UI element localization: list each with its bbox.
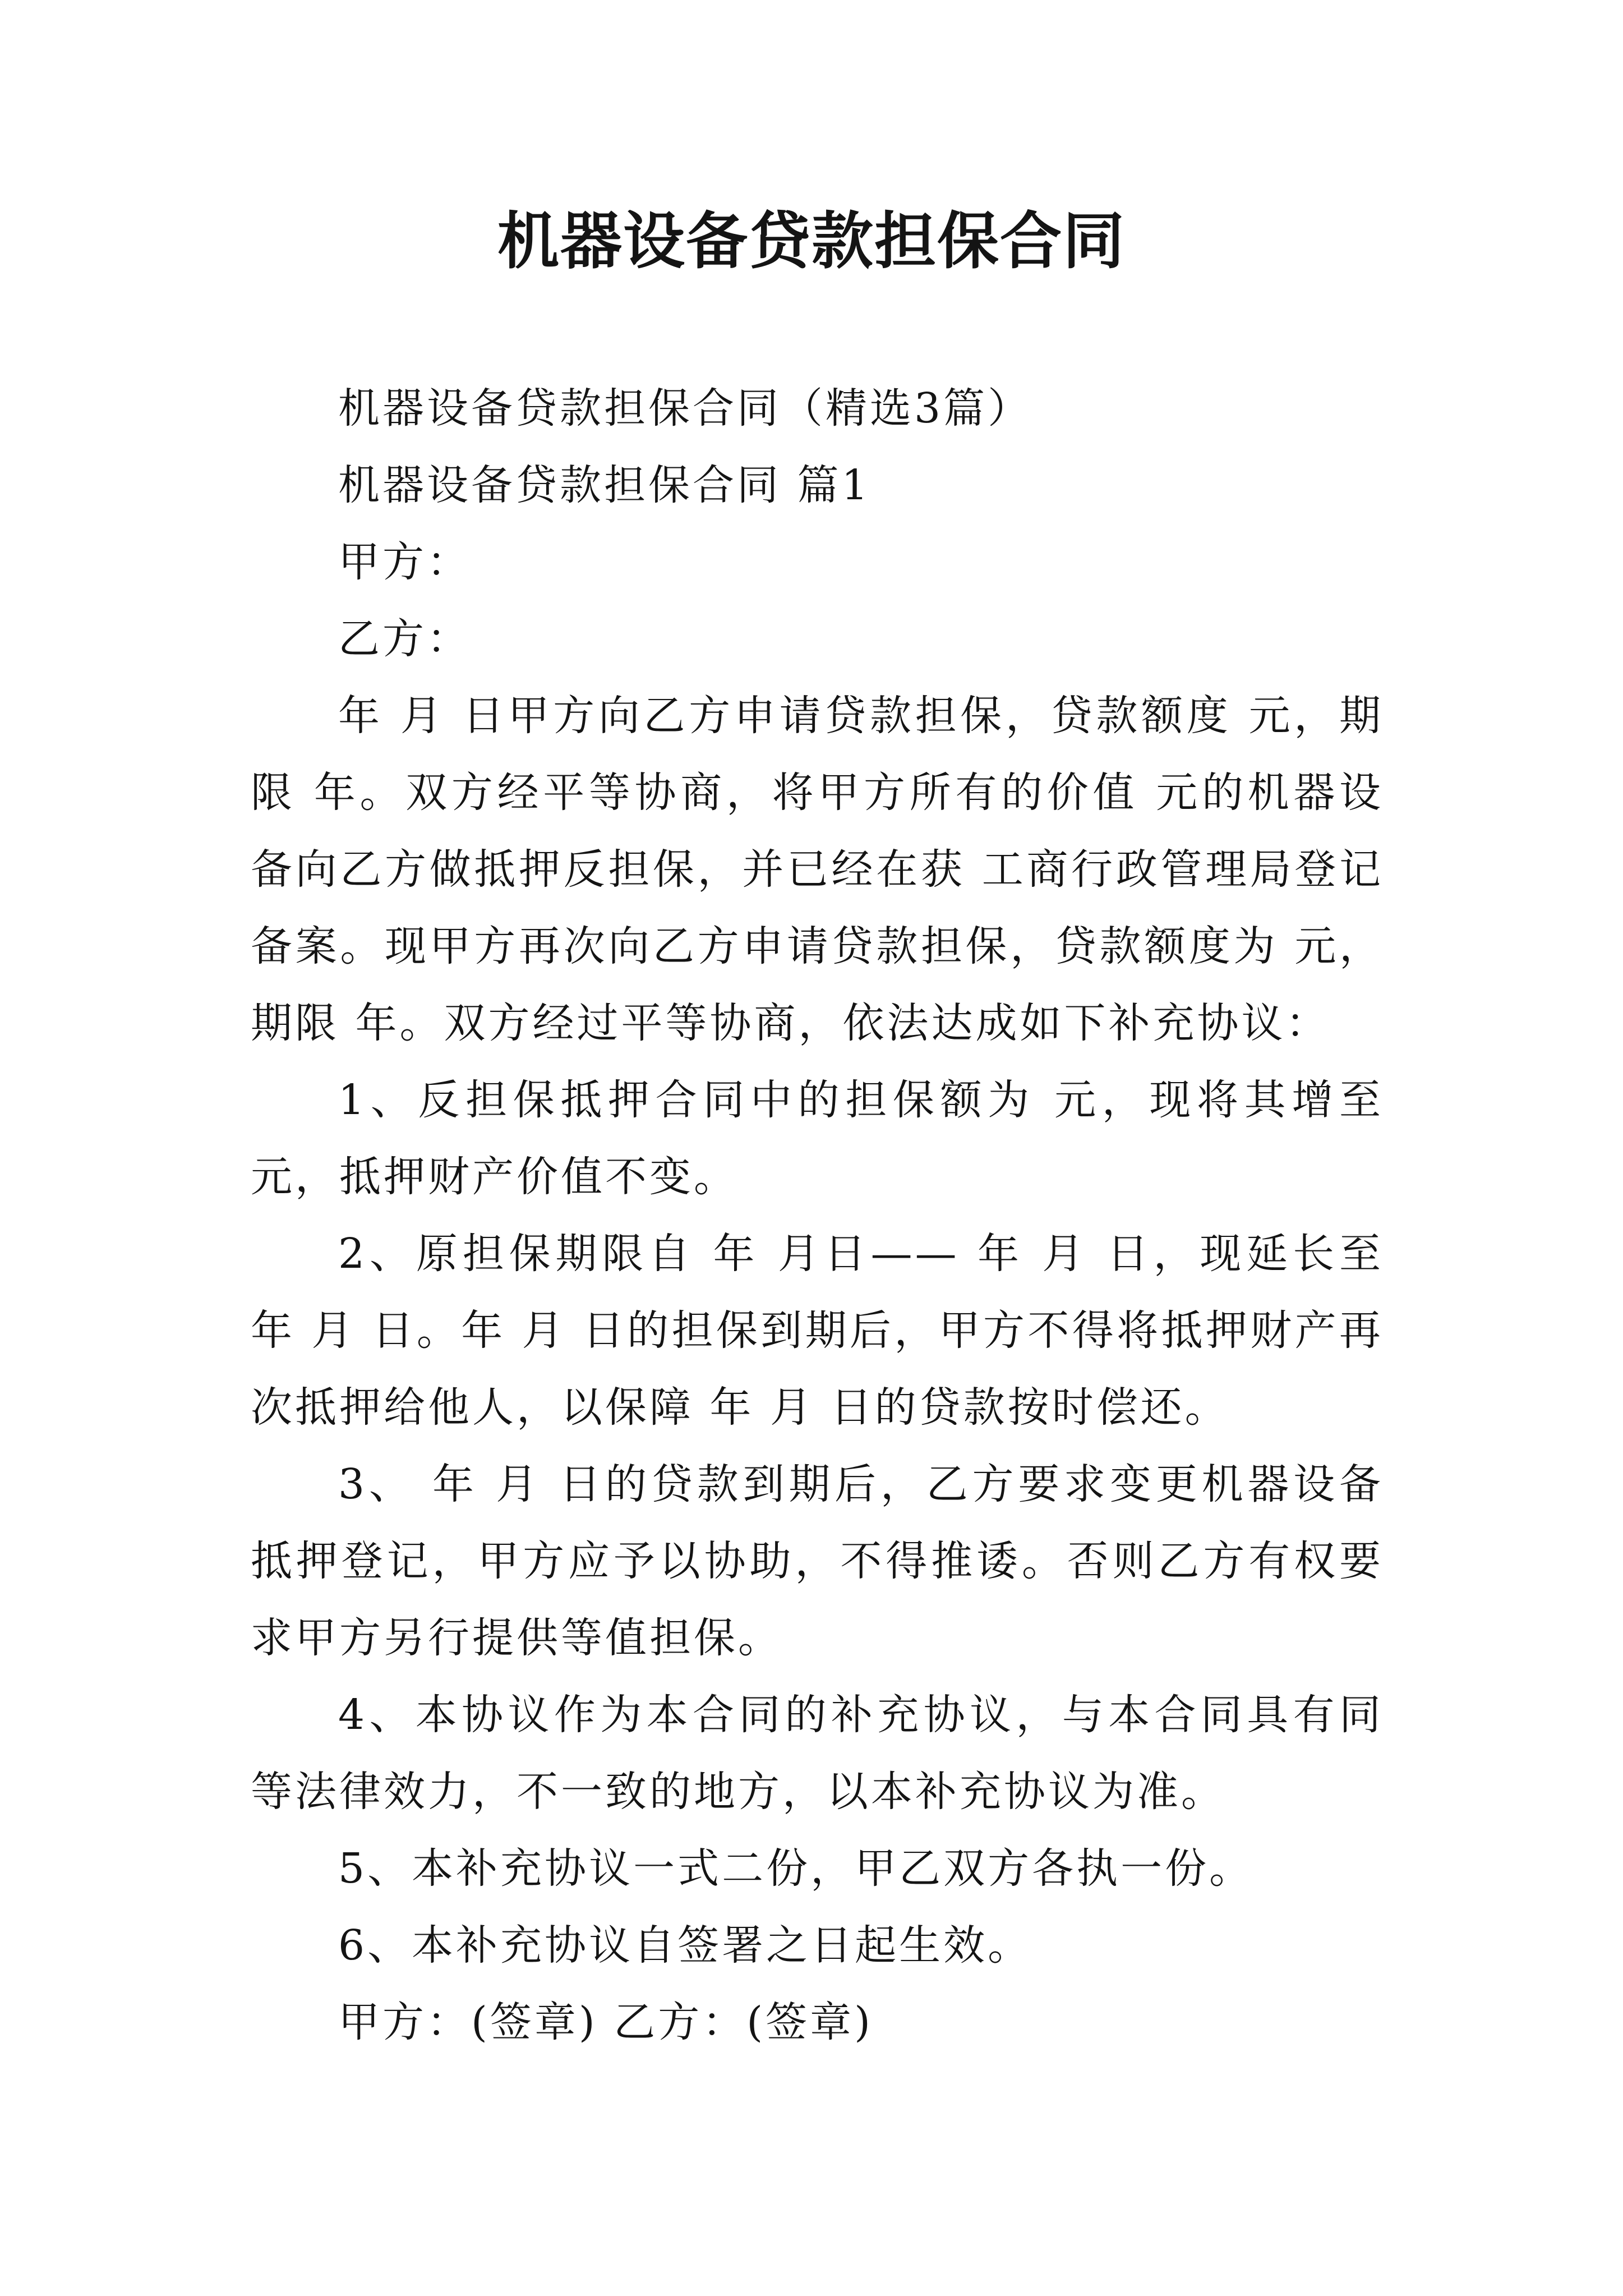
paragraph-clause-2: 2、原担保期限自 年 月日—— 年 月 日，现延长至 年 月 日。年 月 日的担保到期后，甲方不得将抵押财产再次抵押给他人，以保障 年 月 日的贷款按时偿还。 <box>251 1230 1384 1432</box>
document-body <box>251 370 1384 2061</box>
paragraph-signatures: 甲方：(签章) 乙方：(签章) <box>338 1998 874 2046</box>
paragraph-party-a: 甲方： <box>338 538 471 586</box>
paragraph-preamble: 年 月 日甲方向乙方申请贷款担保，贷款额度 元，期限 年。双方经平等协商，将甲方所有的价值 元的机器设备向乙方做抵押反担保，并已经在获 工商行政管理局登记备案。现甲方再次向乙方申请贷款担保，贷款额度为 元，期限 年。双方经过平等协商，依法达成如下补充协议： <box>251 692 1384 1047</box>
paragraph-clause-6: 6、本补充协议自签署之日起生效。 <box>338 1921 1032 1970</box>
paragraph-clause-5: 5、本补充协议一式二份，甲乙双方各执一份。 <box>338 1844 1254 1893</box>
paragraph-clause-1: 1、反担保抵押合同中的担保额为 元，现将其增至 元，抵押财产价值不变。 <box>251 1076 1384 1201</box>
paragraph-clause-3: 3、 年 月 日的贷款到期后，乙方要求变更机器设备抵押登记，甲方应予以协助，不得推诿。否则乙方有权要求甲方另行提供等值担保。 <box>251 1460 1384 1662</box>
paragraph-section-heading: 机器设备贷款担保合同 篇1 <box>338 461 871 509</box>
paragraph-party-b: 乙方： <box>338 615 471 663</box>
paragraph-clause-4: 4、本协议作为本合同的补充协议，与本合同具有同等法律效力，不一致的地方，以本补充协议为准。 <box>251 1691 1384 1816</box>
document-title: 机器设备贷款担保合同 <box>497 205 1126 277</box>
paragraph-subtitle: 机器设备贷款担保合同（精选3篇） <box>338 384 1032 432</box>
